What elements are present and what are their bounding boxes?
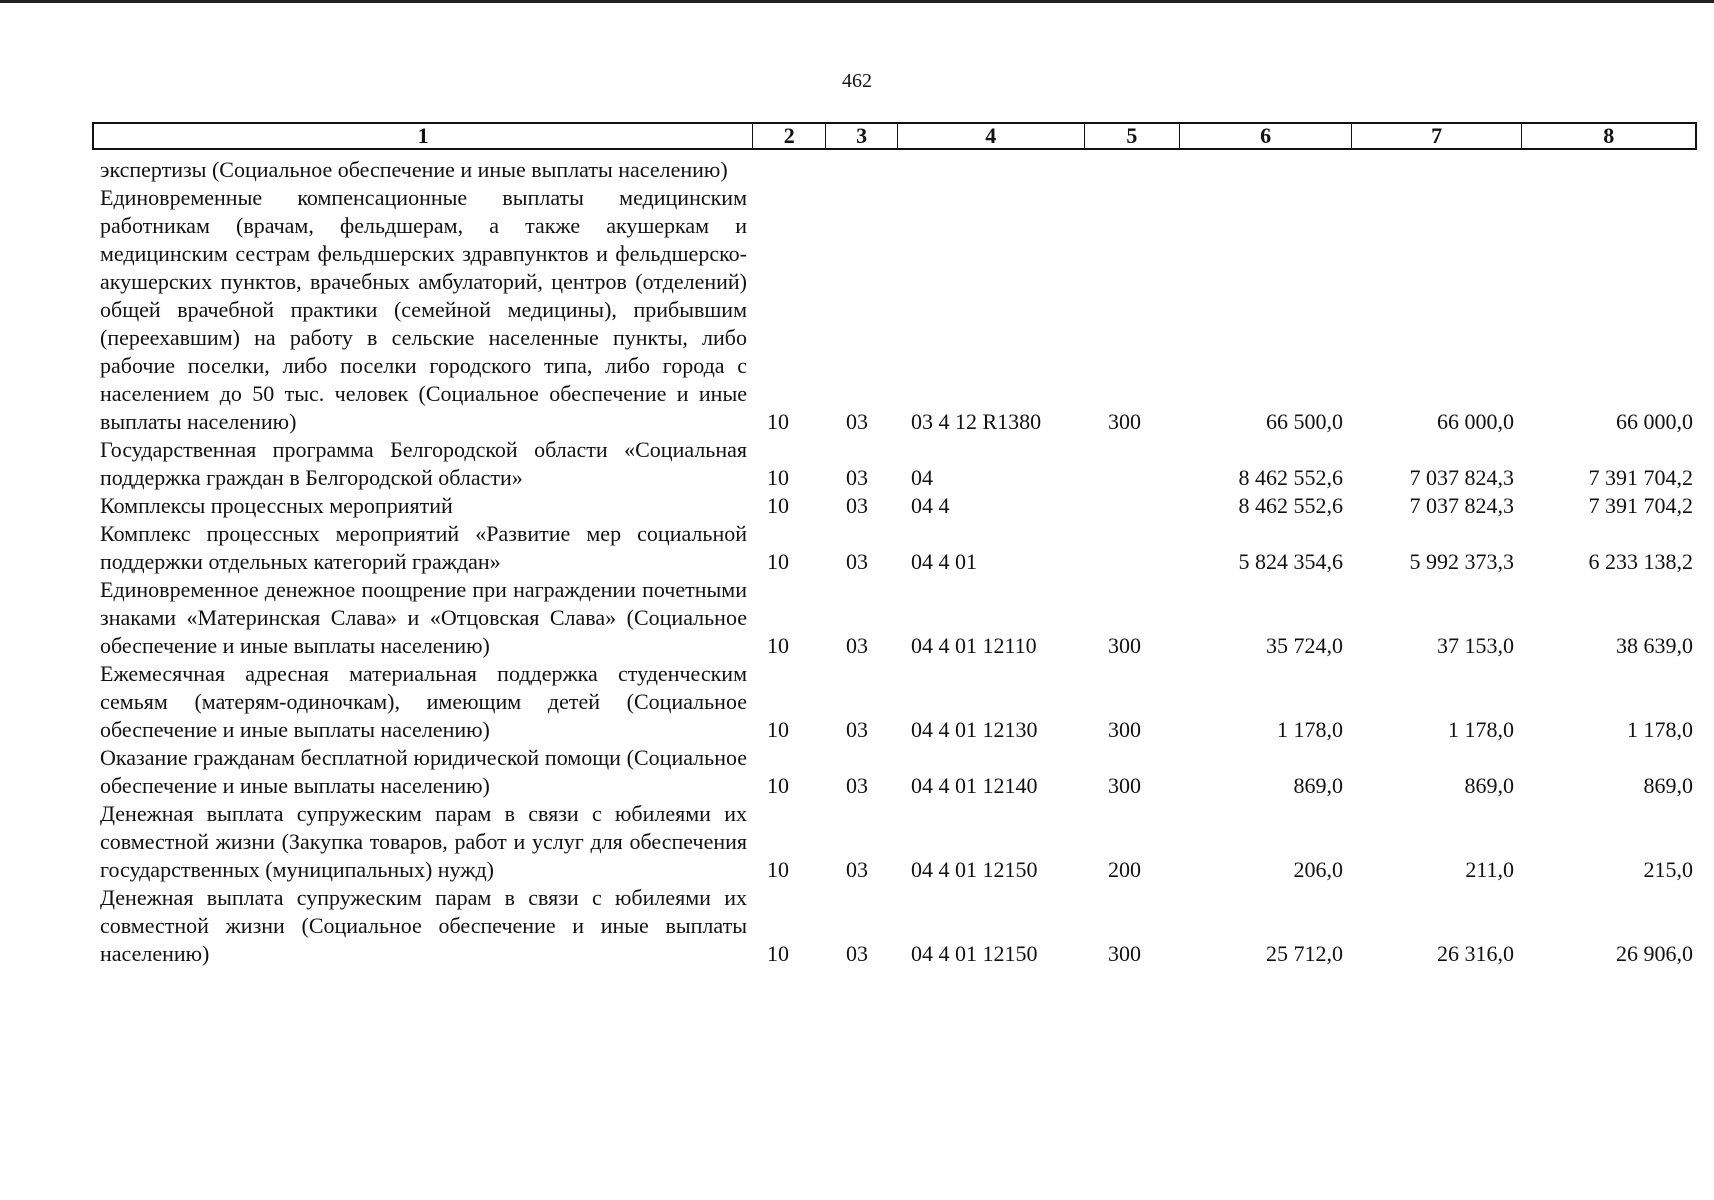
row-amount-col-7: 37 153,0 [1437,633,1514,658]
row-section-code: 10 [767,465,789,490]
row-amount-col-8: 66 000,0 [1616,409,1693,434]
row-section-code: 10 [767,773,789,798]
row-amount-col-8: 26 906,0 [1616,941,1693,966]
row-amount-col-7: 7 037 824,3 [1409,493,1514,518]
row-amount-col-6: 8 462 552,6 [1238,493,1343,518]
row-amount-col-6: 5 824 354,6 [1238,549,1343,574]
row-description: Комплекс процессных мероприятий «Развитие мер социальной поддержки отдельных категорий граждан» [100,521,747,574]
row-target-article-code: 04 4 01 [911,549,977,574]
header-col-2: 2 [753,124,826,148]
table-row [92,800,1697,884]
row-amount-col-8: 869,0 [1643,773,1693,798]
row-description: Денежная выплата супружеским парам в связи с юбилеями их совместной жизни (Закупка товаров, работ и услуг для обеспечения государственных (муниципальных) нужд) [100,801,747,882]
row-target-article-code: 04 4 01 12150 [911,857,1038,882]
row-amount-col-7: 26 316,0 [1437,941,1514,966]
table-row [92,576,1697,660]
row-section-code: 10 [767,633,789,658]
row-section-code: 10 [767,857,789,882]
row-description: Денежная выплата супружеским парам в связи с юбилеями их совместной жизни (Социальное обеспечение и иные выплаты населению) [100,885,747,966]
row-target-article-code: 04 4 01 12110 [911,633,1037,658]
row-amount-col-8: 215,0 [1643,857,1693,882]
row-description: Единовременные компенсационные выплаты медицинским работникам (врачам, фельдшерам, а также акушеркам и медицинским сестрам фельдшерских здравпунктов и фельдшерско-акушерских пунктов, врачебных амбулаторий, центров (отделений) общей врачебной практики (семейной медицины), прибывшим (переехавшим) на работу в сельские населенные пункты, либо рабочие поселки, либо поселки городского типа, либо города с населением до 50 тыс. человек (Социальное обеспечение и иные выплаты населению) [100,185,747,434]
row-subsection-code: 03 [846,465,868,490]
row-expense-type-code: 300 [1108,633,1141,658]
row-amount-col-6: 869,0 [1293,773,1343,798]
row-subsection-code: 03 [846,493,868,518]
table-row [92,184,1697,436]
row-amount-col-6: 206,0 [1293,857,1343,882]
header-col-1: 1 [94,124,753,148]
row-expense-type-code: 300 [1108,409,1141,434]
row-subsection-code: 03 [846,941,868,966]
row-amount-col-7: 1 178,0 [1448,717,1514,742]
row-section-code: 10 [767,717,789,742]
row-subsection-code: 03 [846,857,868,882]
row-amount-col-8: 6 233 138,2 [1588,549,1693,574]
header-col-8: 8 [1603,123,1615,148]
row-amount-col-7: 869,0 [1464,773,1514,798]
row-amount-col-8: 38 639,0 [1616,633,1693,658]
header-col-3: 3 [826,124,898,148]
header-col-6: 6 [1180,124,1352,148]
table-header [92,122,1697,150]
row-amount-col-7: 66 000,0 [1437,409,1514,434]
table-row [92,156,1697,184]
row-section-code: 10 [767,549,789,574]
row-amount-col-6: 25 712,0 [1266,941,1343,966]
row-section-code: 10 [767,409,789,434]
row-description: Ежемесячная адресная материальная поддержка студенческим семьям (матерям-одиночкам), имеющим детей (Социальное обеспечение и иные выплаты населению) [100,661,747,742]
table-body [92,156,1697,968]
table-row [92,660,1697,744]
row-amount-col-7: 7 037 824,3 [1409,465,1514,490]
table-row [92,520,1697,576]
row-amount-col-8: 7 391 704,2 [1588,493,1693,518]
header-col-5: 5 [1085,124,1181,148]
row-expense-type-code: 300 [1108,773,1141,798]
row-target-article-code: 04 4 [911,493,950,518]
row-description: Государственная программа Белгородской области «Социальная поддержка граждан в Белгородской области» [100,437,747,490]
row-target-article-code: 04 4 01 12130 [911,717,1038,742]
row-target-article-code: 04 [911,465,933,490]
table-row [92,492,1697,520]
row-subsection-code: 03 [846,633,868,658]
row-description: Единовременное денежное поощрение при награждении почетными знаками «Материнская Слава» и «Отцовская Слава» (Социальное обеспечение и иные выплаты населению) [100,577,747,658]
row-amount-col-7: 5 992 373,3 [1409,549,1514,574]
row-section-code: 10 [767,941,789,966]
row-description: Оказание гражданам бесплатной юридической помощи (Социальное обеспечение и иные выплаты населению) [100,745,747,798]
header-col-4: 4 [898,124,1085,148]
row-description: Комплексы процессных мероприятий [100,493,453,518]
row-amount-col-6: 1 178,0 [1277,717,1343,742]
row-expense-type-code: 200 [1108,857,1141,882]
row-amount-col-6: 66 500,0 [1266,409,1343,434]
row-target-article-code: 03 4 12 R1380 [911,409,1042,434]
row-amount-col-6: 35 724,0 [1266,633,1343,658]
row-amount-col-8: 7 391 704,2 [1588,465,1693,490]
row-description: экспертизы (Социальное обеспечение и иные выплаты населению) [100,157,728,182]
page-top-border [0,0,1714,3]
table-row [92,436,1697,492]
row-target-article-code: 04 4 01 12150 [911,941,1038,966]
table-row [92,744,1697,800]
header-col-7: 7 [1352,124,1523,148]
page-number: 462 [842,70,872,92]
row-expense-type-code: 300 [1108,941,1141,966]
row-amount-col-8: 1 178,0 [1627,717,1693,742]
row-amount-col-6: 8 462 552,6 [1238,465,1343,490]
row-subsection-code: 03 [846,549,868,574]
row-subsection-code: 03 [846,717,868,742]
row-expense-type-code: 300 [1108,717,1141,742]
row-subsection-code: 03 [846,409,868,434]
row-section-code: 10 [767,493,789,518]
row-amount-col-7: 211,0 [1465,857,1514,882]
row-target-article-code: 04 4 01 12140 [911,773,1038,798]
row-subsection-code: 03 [846,773,868,798]
table-row [92,884,1697,968]
